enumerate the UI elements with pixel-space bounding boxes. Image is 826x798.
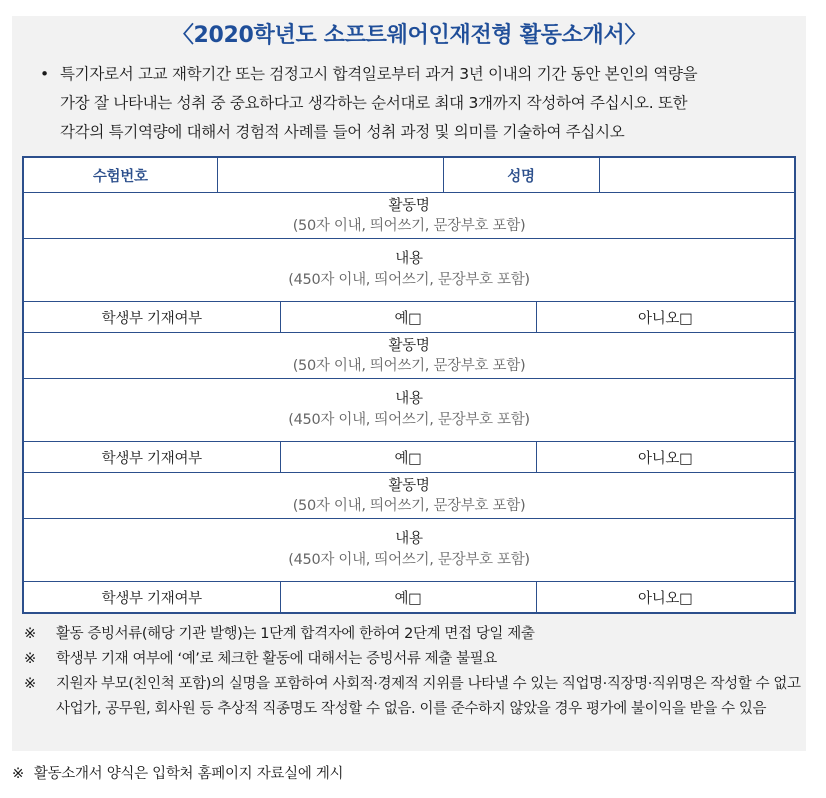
activity-name-label: 활동명 — [388, 337, 430, 354]
activity-name-hint: (50자 이내, 띄어쓰기, 문장부호 포함) — [292, 357, 526, 374]
activity-content-field[interactable] — [23, 519, 795, 582]
intro-line-1: 특기자로서 고교 재학기간 또는 검정고시 합격일로부터 과거 3년 이내의 기간 동안 본인의 역량을 — [60, 65, 698, 83]
footer-text: 활동소개서 양식은 입학처 홈페이지 자료실에 게시 — [33, 766, 344, 782]
activity-name-row — [23, 333, 795, 379]
intro-line-3: 각각의 특기역량에 대해서 경험적 사례를 들어 성취 과정 및 의미를 기술하여 주십시오 — [60, 123, 625, 141]
record-label: 학생부 기재여부 — [23, 582, 280, 614]
activity-name-label: 활동명 — [388, 477, 430, 494]
form-panel — [12, 16, 806, 751]
intro-instructions — [40, 60, 808, 147]
name-label: 성명 — [443, 157, 599, 193]
record-label: 학생부 기재여부 — [23, 442, 280, 473]
record-no-checkbox[interactable]: 아니오□ — [536, 302, 795, 333]
reference-mark-icon: ※ — [24, 676, 36, 692]
note-text: 학생부 기재 여부에 ‘예’로 체크한 활동에 대해서는 증빙서류 제출 불필요 — [56, 651, 497, 667]
activity-content-label: 내용 — [395, 531, 423, 547]
record-no-checkbox[interactable]: 아니오□ — [536, 442, 795, 473]
activity-name-field[interactable] — [23, 473, 795, 519]
activity-content-field[interactable] — [23, 379, 795, 442]
record-yes-checkbox[interactable]: 예□ — [280, 582, 536, 614]
activity-name-field[interactable] — [23, 333, 795, 379]
header-row — [23, 157, 795, 193]
name-field[interactable] — [599, 157, 795, 193]
record-no-checkbox[interactable]: 아니오□ — [536, 582, 795, 614]
note-text: 지원자 부모(친인척 포함)의 실명을 포함하여 사회적·경제적 지위를 나타낼 수 있는 직업명·직장명·직위명은 작성할 수 없고 사업가, 공무원, 회사원 등 추상적 직종명도 작성할 수 없음. 이를 준수하지 않았을 경우 평가에 불이익을 받을 수 있음 — [56, 676, 801, 717]
note-item — [22, 647, 802, 672]
activity-name-hint: (50자 이내, 띄어쓰기, 문장부호 포함) — [292, 217, 526, 234]
activity-name-row — [23, 473, 795, 519]
bullet-icon: • — [40, 65, 49, 83]
note-item — [22, 672, 802, 722]
reference-mark-icon: ※ — [24, 651, 36, 667]
activity-name-label: 활동명 — [388, 197, 430, 214]
notes-list — [22, 622, 802, 722]
page-title: 〈2020학년도 소프트웨어인재전형 활동소개서〉 — [171, 23, 647, 48]
note-text: 활동 증빙서류(해당 기관 발행)는 1단계 합격자에 한하여 2단계 면접 당일 제출 — [56, 626, 535, 642]
record-check-row — [23, 582, 795, 614]
activity-content-row — [23, 519, 795, 582]
footer-note — [12, 762, 343, 783]
activity-content-row — [23, 379, 795, 442]
exam-number-field[interactable] — [217, 157, 443, 193]
record-label: 학생부 기재여부 — [23, 302, 280, 333]
activity-name-field[interactable] — [23, 193, 795, 239]
activity-form-table — [22, 156, 796, 614]
activity-content-row — [23, 239, 795, 302]
activity-content-hint: (450자 이내, 띄어쓰기, 문장부호 포함) — [288, 412, 530, 428]
activity-content-hint: (450자 이내, 띄어쓰기, 문장부호 포함) — [288, 552, 530, 568]
record-check-row — [23, 442, 795, 473]
activity-content-field[interactable] — [23, 239, 795, 302]
intro-line-2: 가장 잘 나타내는 성취 중 중요하다고 생각하는 순서대로 최대 3개까지 작성하여 주십시오. 또한 — [60, 94, 688, 112]
note-item — [22, 622, 802, 647]
record-yes-checkbox[interactable]: 예□ — [280, 302, 536, 333]
activity-content-label: 내용 — [395, 251, 423, 267]
record-yes-checkbox[interactable]: 예□ — [280, 442, 536, 473]
activity-content-hint: (450자 이내, 띄어쓰기, 문장부호 포함) — [288, 272, 530, 288]
activity-content-label: 내용 — [395, 391, 423, 407]
reference-mark-icon: ※ — [12, 766, 24, 782]
activity-name-hint: (50자 이내, 띄어쓰기, 문장부호 포함) — [292, 497, 526, 514]
record-check-row — [23, 302, 795, 333]
activity-name-row — [23, 193, 795, 239]
reference-mark-icon: ※ — [24, 626, 36, 642]
exam-number-label: 수험번호 — [23, 157, 217, 193]
